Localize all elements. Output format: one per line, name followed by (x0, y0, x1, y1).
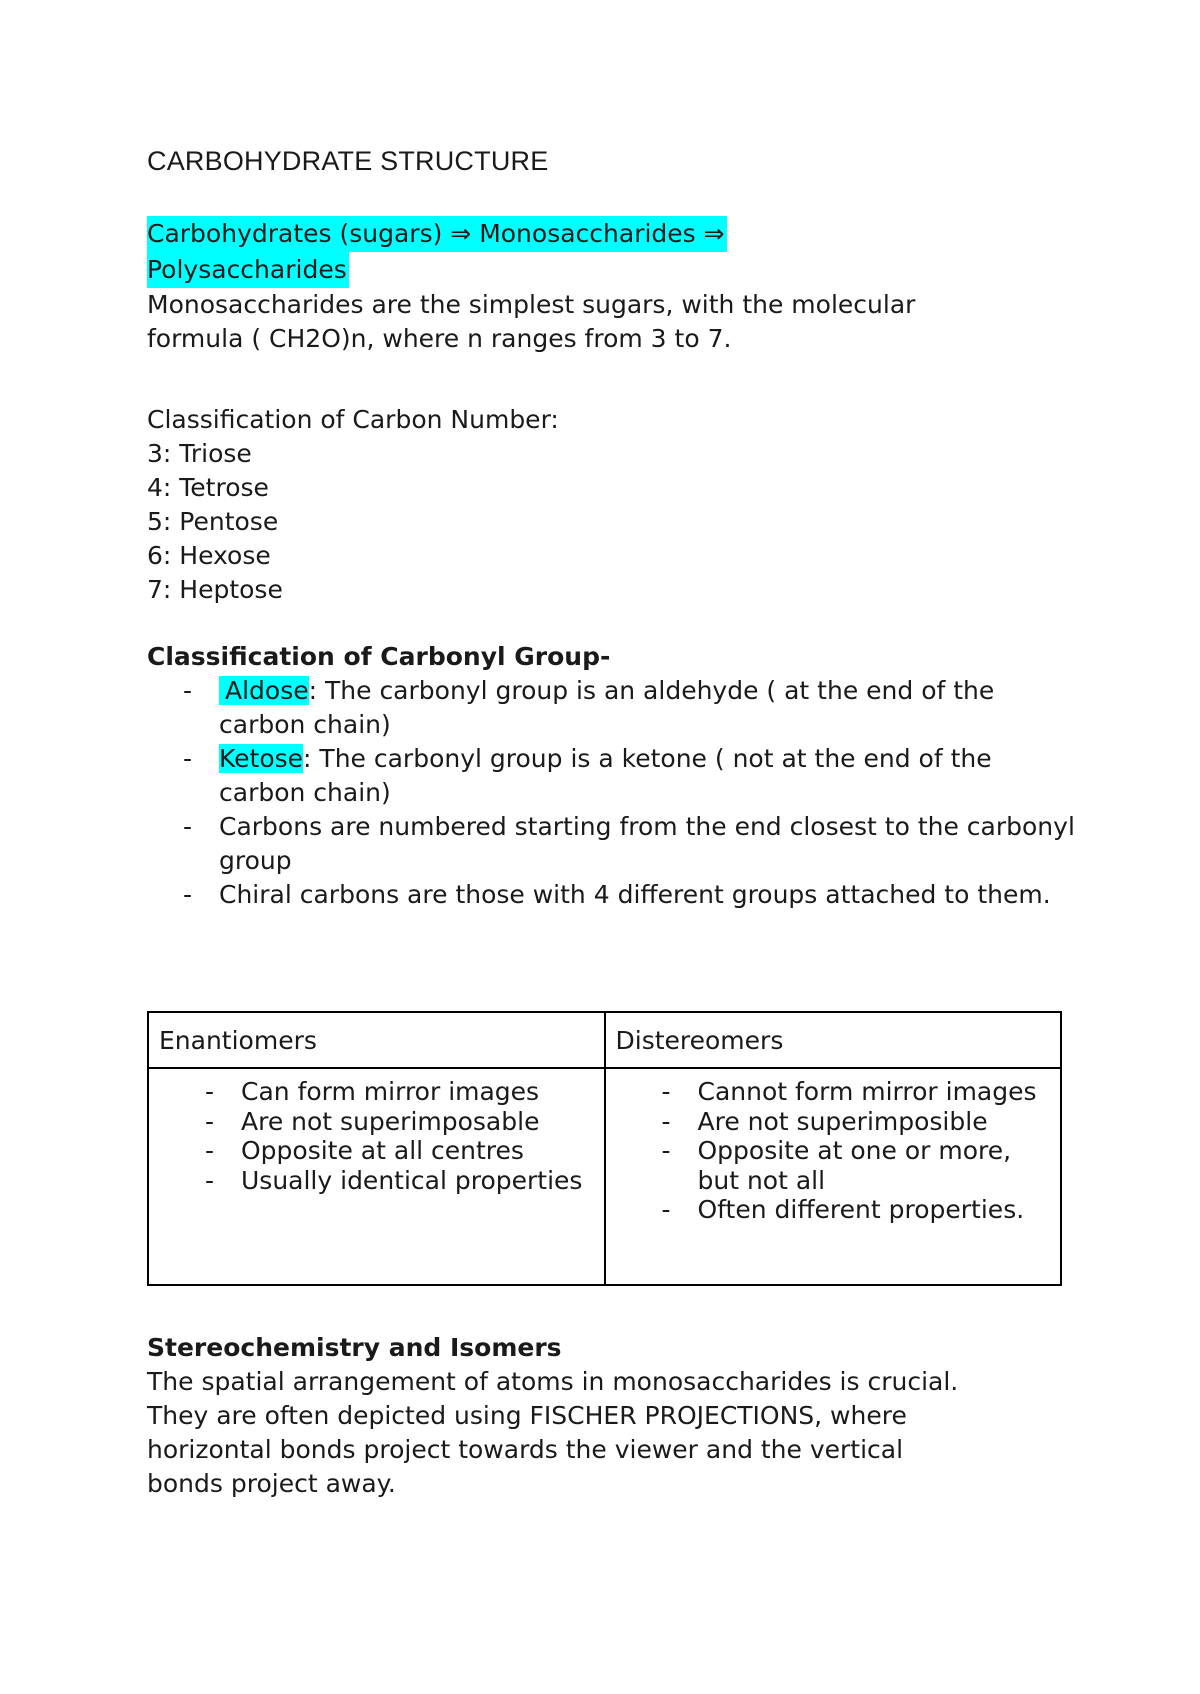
carbon-item: 3: Triose (147, 439, 252, 468)
list-item: - Opposite at one or more, but not all (661, 1136, 1012, 1195)
list-item: - Are not superimposable (205, 1106, 540, 1136)
ketose-term: Ketose (219, 744, 304, 773)
header-distereomers: Distereomers (605, 1012, 1062, 1068)
comparison-table (147, 1011, 1062, 1286)
carbon-classification (147, 403, 559, 607)
intro-section (147, 216, 915, 356)
table-header-row (148, 1012, 1061, 1068)
enantiomers-cell (148, 1068, 605, 1285)
dash-bullet: - (183, 744, 193, 773)
table-row (148, 1068, 1061, 1285)
stereochemistry-heading: Stereochemistry and Isomers (147, 1333, 562, 1362)
distereomers-cell (605, 1068, 1062, 1285)
highlight-line-1: Carbohydrates (sugars) ⇒ Monosaccharides ⇒ (147, 216, 727, 252)
list-item: - Are not superimposible (661, 1106, 988, 1136)
stereochemistry-line: bonds project away. (147, 1469, 396, 1498)
carbon-item: 6: Hexose (147, 541, 271, 570)
list-item: - Chiral carbons are those with 4 different groups attached to them. (147, 878, 1077, 912)
list-item: - Carbons are numbered starting from the end closest to the carbonyl group (183, 812, 1075, 875)
list-item: - Opposite at all centres (205, 1136, 524, 1165)
stereochemistry-line: They are often depicted using FISCHER PROJECTIONS, where (147, 1401, 907, 1430)
highlight-line-2: Polysaccharides (147, 252, 349, 288)
list-item: - Aldose: The carbonyl group is an aldehyde ( at the end of the carbon chain) (183, 676, 995, 739)
stereochemistry-section (147, 1331, 958, 1501)
header-enantiomers: Enantiomers (148, 1012, 605, 1068)
aldose-term: Aldose (219, 676, 309, 705)
carbon-item: 5: Pentose (147, 507, 279, 536)
stereochemistry-line: The spatial arrangement of atoms in monosaccharides is crucial. (147, 1367, 959, 1396)
carbon-item: 7: Heptose (147, 575, 283, 604)
list-item: - Ketose: The carbonyl group is a ketone ( not at the end of the carbon chain) (183, 744, 992, 807)
dash-bullet: - (183, 880, 193, 909)
carbon-item: 4: Tetrose (147, 473, 269, 502)
page-title: CARBOHYDRATE STRUCTURE (147, 146, 549, 176)
dash-bullet: - (183, 676, 193, 705)
definition-line-1: Monosaccharides are the simplest sugars, with the molecular (147, 290, 916, 319)
list-item: - Can form mirror images (205, 1077, 540, 1106)
carbonyl-bullet-list (147, 674, 1077, 912)
list-item: - Cannot form mirror images (661, 1077, 1037, 1106)
definition-line-2: formula ( CH2O)n, where n ranges from 3 to 7. (147, 324, 732, 353)
carbonyl-classification-heading: Classification of Carbonyl Group- (147, 642, 611, 671)
carbon-classification-heading: Classification of Carbon Number: (147, 405, 559, 434)
dash-bullet: - (183, 812, 193, 841)
list-item: - Usually identical properties (205, 1165, 583, 1195)
list-item: - Often different properties. (661, 1195, 1025, 1224)
stereochemistry-line: horizontal bonds project towards the viewer and the vertical (147, 1435, 904, 1464)
